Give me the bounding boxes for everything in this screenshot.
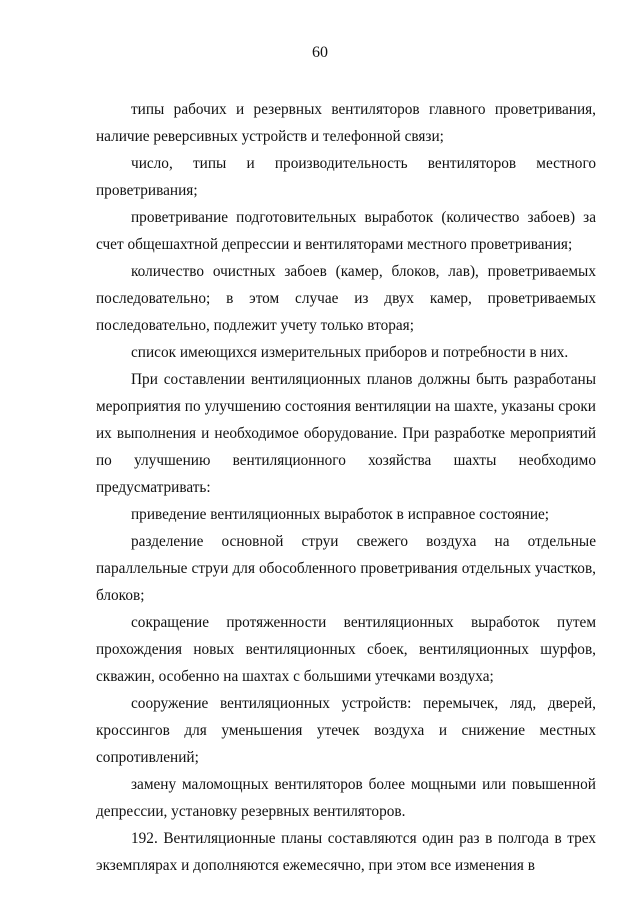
paragraph: количество очистных забоев (камер, блоков, лав), проветриваемых последовательно; в этом случае из двух камер, проветриваемых последовательно, подлежит учету только вторая; xyxy=(96,263,596,334)
paragraph: число, типы и производительность вентиляторов местного проветривания; xyxy=(96,155,596,199)
paragraph: приведение вентиляционных выработок в исправное состояние; xyxy=(131,506,550,523)
paragraph: сооружение вентиляционных устройств: перемычек, ляд, дверей, кроссингов для уменьшения утечек воздуха и снижение местных сопротивлений; xyxy=(96,695,596,766)
paragraph: список имеющихся измерительных приборов и потребности в них. xyxy=(131,344,569,361)
paragraph: При составлении вентиляционных планов должны быть разработаны мероприятия по улучшению состояния вентиляции на шахте, указаны сроки их выполнения и необходимое оборудование. При разработке мероприятий по улучшению вентиляционного хозяйства шахты необходимо предусматривать: xyxy=(96,371,596,496)
paragraph: разделение основной струи свежего воздуха на отдельные параллельные струи для обособленного проветривания отдельных участков, блоков; xyxy=(96,533,596,604)
paragraph: проветривание подготовительных выработок (количество забоев) за счет общешахтной депрессии и вентиляторами местного проветривания; xyxy=(96,209,596,253)
document-body xyxy=(96,96,596,879)
page-number: 60 xyxy=(312,44,328,61)
paragraph: сокращение протяженности вентиляционных выработок путем прохождения новых вентиляционных сбоек, вентиляционных шурфов, скважин, особенно на шахтах с большими утечками воздуха; xyxy=(96,614,596,685)
paragraph: 192. Вентиляционные планы составляются один раз в полгода в трех экземплярах и дополняются ежемесячно, при этом все изменения в xyxy=(96,830,596,874)
paragraph: типы рабочих и резервных вентиляторов главного проветривания, наличие реверсивных устройств и телефонной связи; xyxy=(96,101,596,145)
paragraph: замену маломощных вентиляторов более мощными или повышенной депрессии, установку резервных вентиляторов. xyxy=(96,776,596,820)
